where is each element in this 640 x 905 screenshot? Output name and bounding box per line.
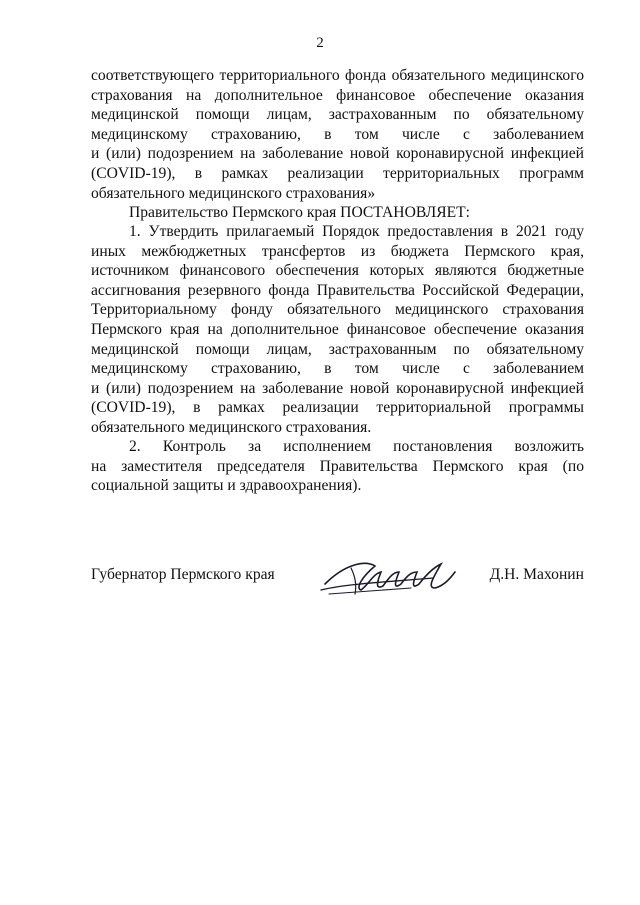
page-number: 2 <box>316 35 324 51</box>
text-line: Территориальному фонду обязательного медицинского страхования <box>91 301 584 319</box>
resolution-line <box>91 203 584 223</box>
signature-block <box>91 566 584 606</box>
text-line: иных межбюджетных трансфертов из бюджета Пермского края, <box>91 242 584 260</box>
item-2-paragraph <box>91 437 584 496</box>
text-line: медицинской помощи лицам, застрахованным по обязательному <box>91 340 584 358</box>
text-line: Правительство Пермского края ПОСТАНОВЛЯЕТ: <box>129 204 470 221</box>
text-line: (COVID-19), в рамках реализации территориальных программ <box>91 164 584 182</box>
text-line: медицинскому страхованию, в том числе с заболеванием <box>91 125 584 143</box>
text-line: страхования на дополнительное финансовое обеспечение оказания <box>91 86 584 104</box>
item-1-paragraph <box>91 222 584 438</box>
text-line: Пермского края на дополнительное финансовое обеспечение оказания <box>91 320 584 338</box>
signatory-name: Д.Н. Махонин <box>489 566 584 583</box>
text-line: (COVID-19), в рамках реализации территориальной программы <box>91 399 584 417</box>
text-line: ассигнования резервного фонда Правительства Российской Федерации, <box>91 281 584 299</box>
text-line: на заместителя председателя Правительства Пермского края (по <box>91 457 584 475</box>
text-line: соответствующего территориального фонда обязательного медицинского <box>91 67 584 84</box>
intro-paragraph <box>91 66 584 203</box>
text-line: и (или) подозрением на заболевание новой коронавирусной инфекцией <box>91 379 584 397</box>
text-line: обязательного медицинского страхования» <box>91 184 376 202</box>
text-line: и (или) подозрением на заболевание новой коронавирусной инфекцией <box>91 145 584 163</box>
handwritten-signature <box>315 554 465 602</box>
text-line: медицинскому страхованию, в том числе с заболеванием <box>91 360 584 378</box>
text-line: социальной защиты и здравоохранения). <box>91 477 362 495</box>
signatory-position: Губернатор Пермского края <box>91 566 275 583</box>
text-line: 1. Утвердить прилагаемый Порядок предоставления в 2021 году <box>129 223 584 240</box>
text-line: обязательного медицинского страхования. <box>91 418 372 436</box>
text-line: источником финансового обеспечения которых являются бюджетные <box>91 262 584 280</box>
text-line: медицинской помощи лицам, застрахованным по обязательному <box>91 106 584 124</box>
text-line: 2. Контроль за исполнением постановления возложить <box>129 438 584 455</box>
